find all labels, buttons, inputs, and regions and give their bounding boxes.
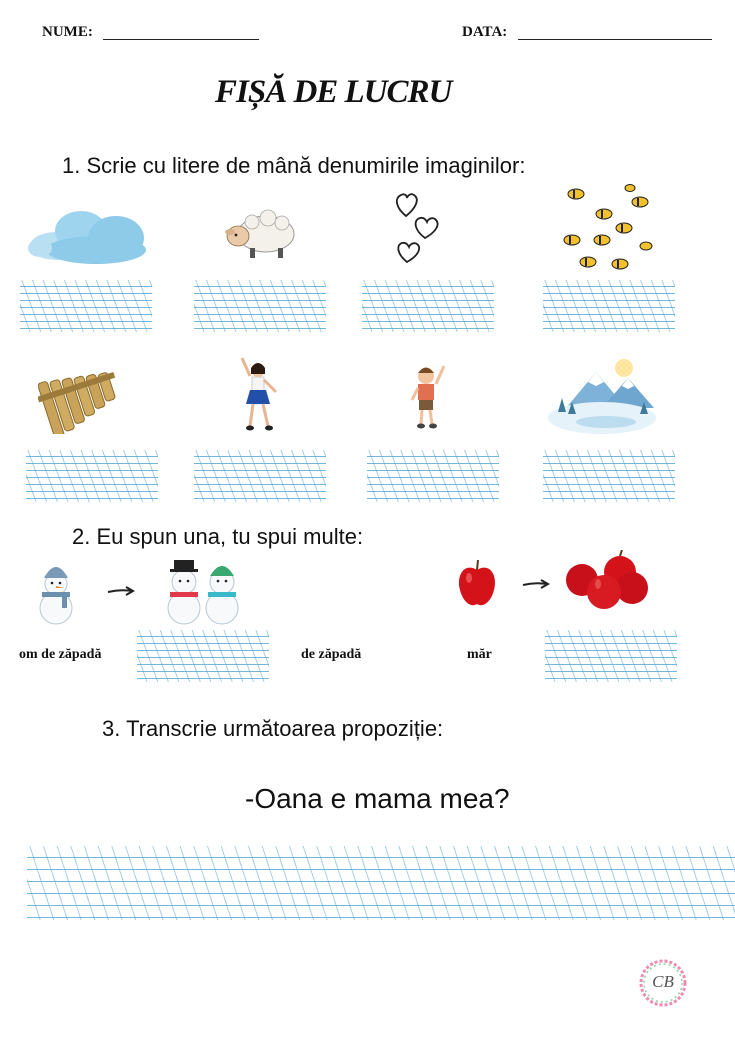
winter-landscape-icon [546,356,660,436]
arrow-right-icon [521,577,551,591]
page-title: FIȘĂ DE LUCRU [215,74,452,110]
snowmen-icon [160,556,248,626]
writing-area-6[interactable] [194,450,326,502]
apples-icon [562,550,652,612]
arrow-right-icon [106,584,136,598]
apple-icon [456,558,498,610]
word-singular-2: măr [467,647,492,662]
pan-flute-icon [38,362,132,434]
bees-icon [558,182,658,276]
logo-text: CB [652,972,674,991]
sheep-icon [222,208,298,264]
name-label: NUME: [42,24,93,40]
writing-area-8[interactable] [543,450,675,502]
name-field[interactable] [103,39,259,40]
task3-instruction: 3. Transcrie următoarea propoziție: [102,716,444,741]
word-plural-hint: de zăpadă [301,647,362,662]
writing-area-9[interactable] [137,630,269,682]
writing-area-sentence[interactable] [27,846,735,920]
writing-area-4[interactable] [543,280,675,332]
writing-area-5[interactable] [26,450,158,502]
date-field[interactable] [518,39,712,40]
word-singular-1: om de zăpadă [19,647,102,662]
sentence-to-copy: -Oana e mama mea? [245,783,510,814]
writing-area-7[interactable] [367,450,499,502]
cb-logo [638,958,688,1008]
writing-area-2[interactable] [194,280,326,332]
boy-icon [408,360,450,432]
date-label: DATA: [462,24,508,40]
hearts-icon [392,188,444,268]
girl-icon [238,356,282,434]
writing-area-3[interactable] [362,280,494,332]
cloud-icon [26,206,152,266]
writing-area-10[interactable] [545,630,677,682]
task1-instruction: 1. Scrie cu litere de mână denumirile imaginilor: [62,153,526,178]
snowman-icon [30,556,82,626]
writing-area-1[interactable] [20,280,152,332]
task2-instruction: 2. Eu spun una, tu spui multe: [72,524,364,549]
